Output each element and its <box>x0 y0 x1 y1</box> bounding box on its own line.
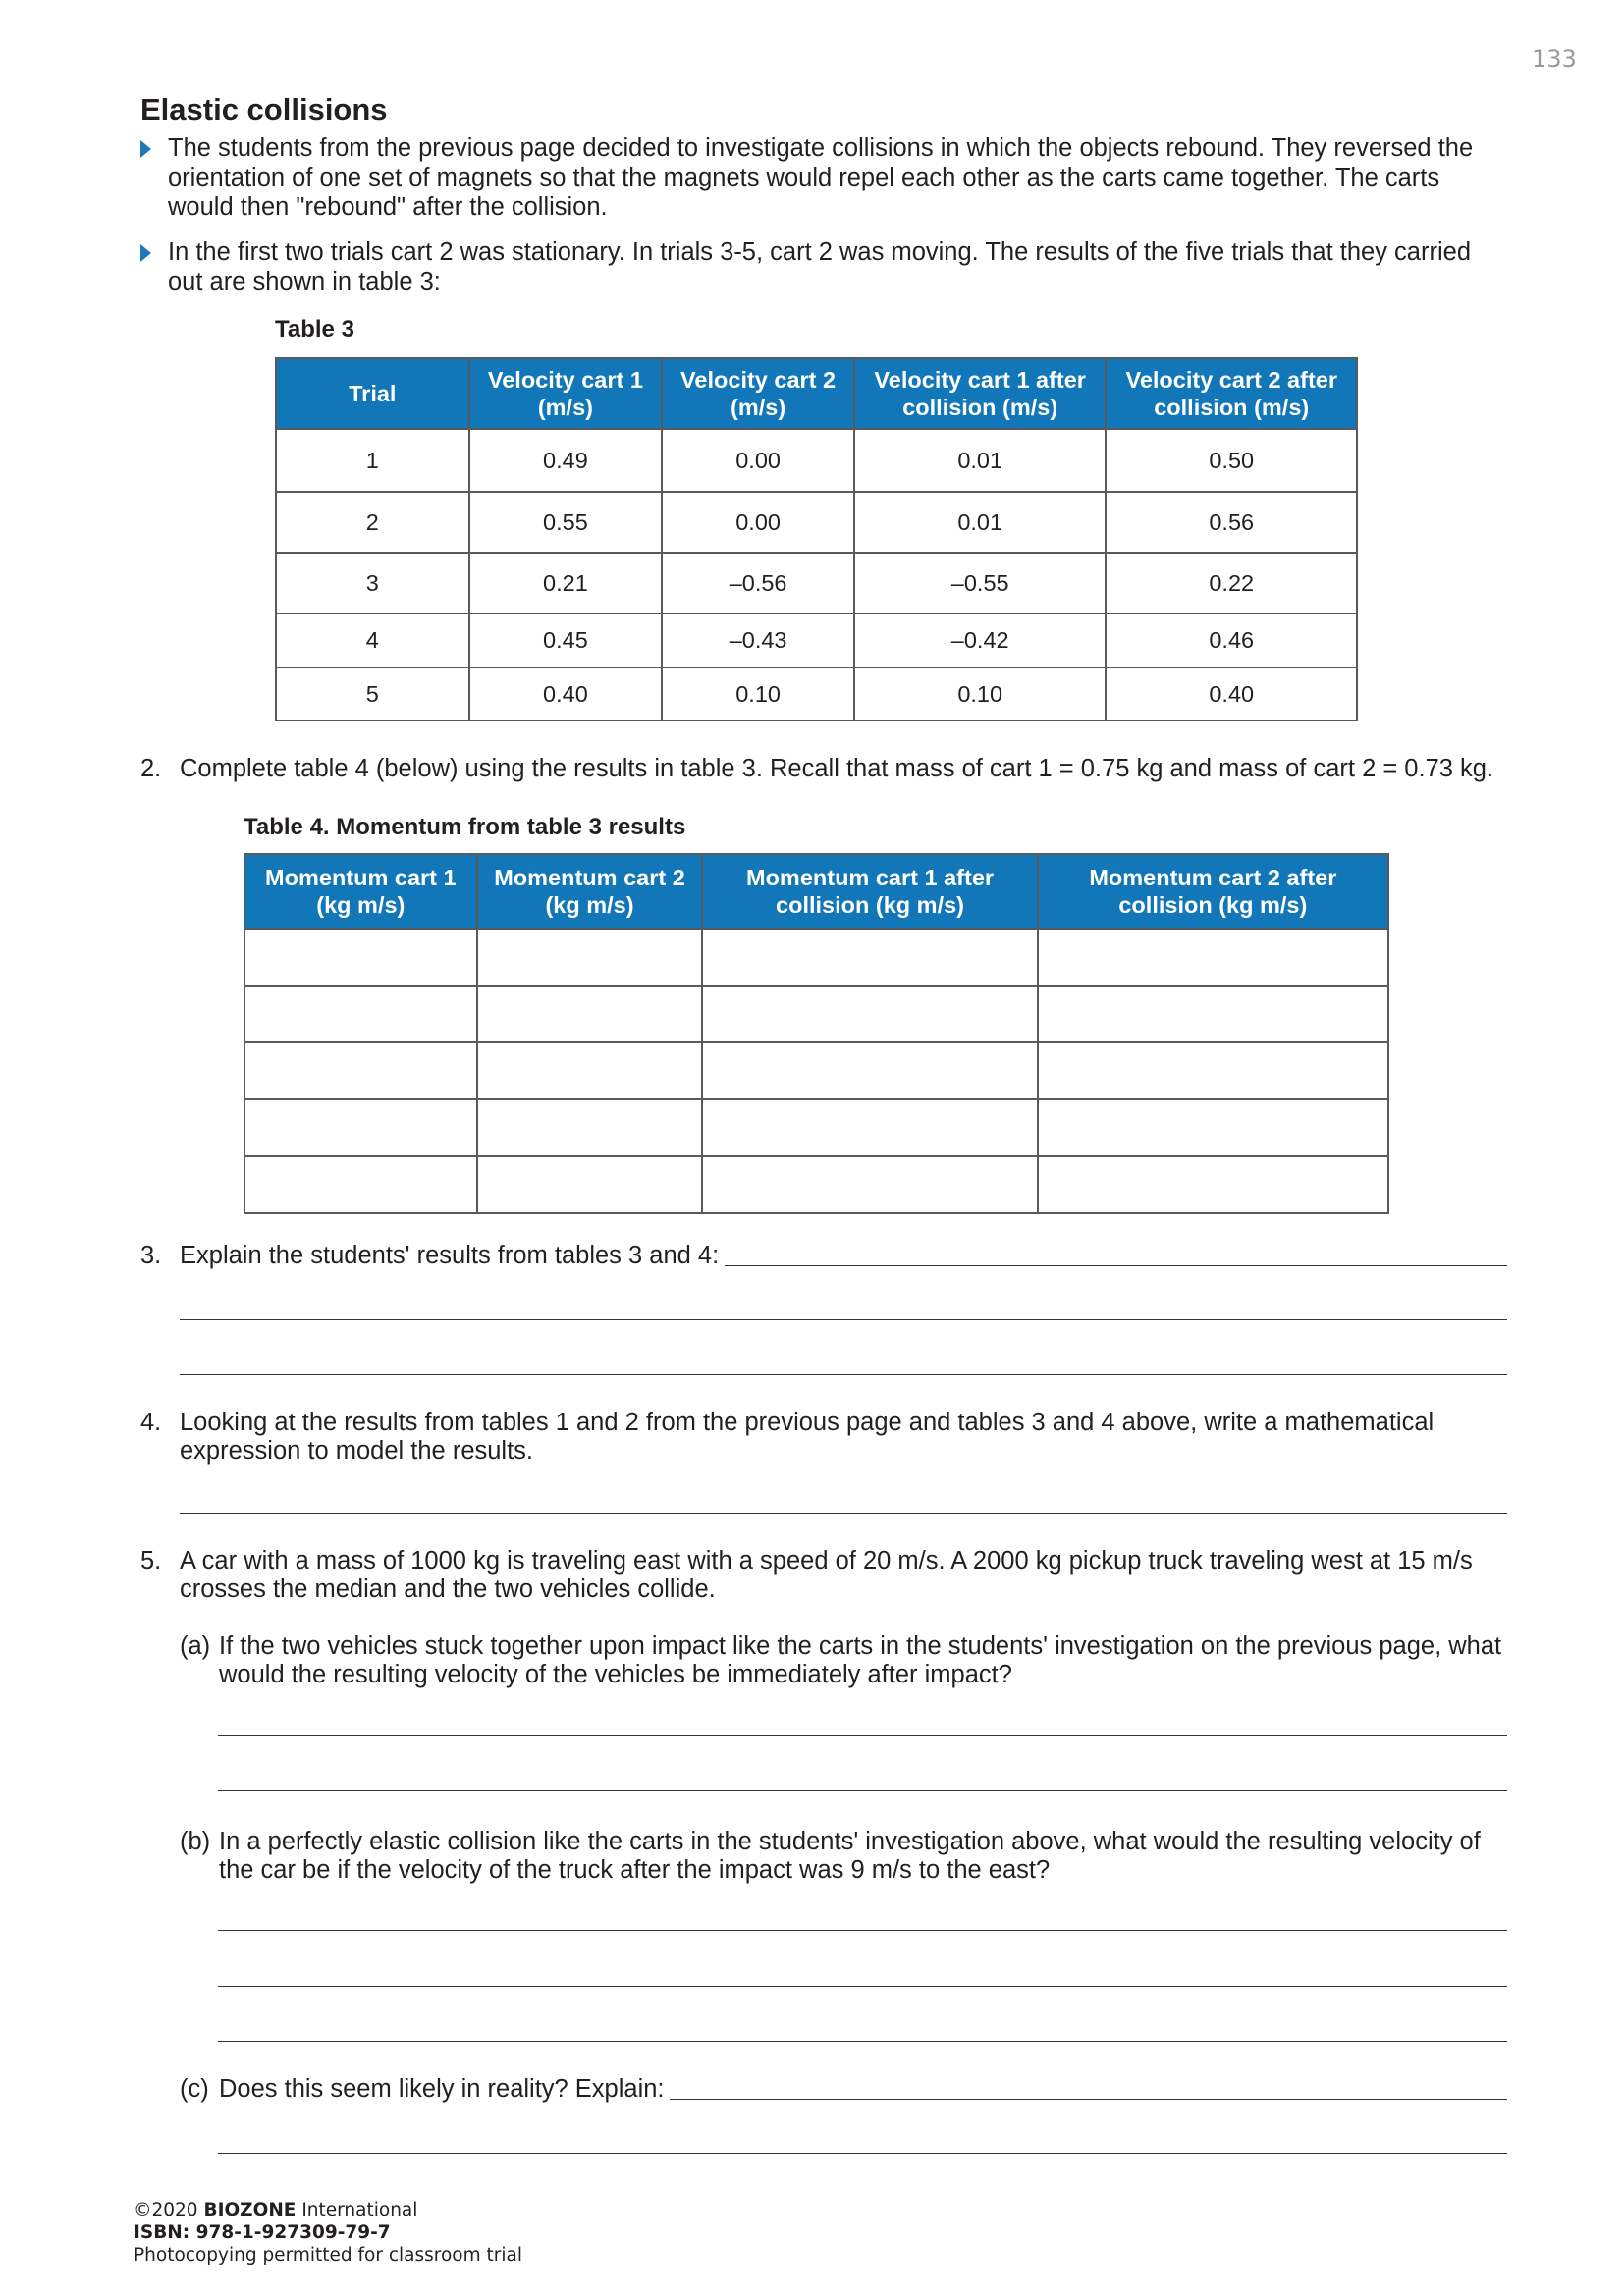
table3-header-cell: Trial <box>276 358 469 429</box>
table-cell: –0.56 <box>662 553 854 614</box>
footer <box>134 2199 522 2267</box>
table-cell: 0.49 <box>469 429 663 492</box>
table-row <box>244 1099 1388 1156</box>
answer-cell[interactable] <box>1038 1099 1388 1156</box>
table4-header-cell: Momentum cart 1 after collision (kg m/s) <box>702 854 1037 929</box>
table-row <box>276 614 1357 667</box>
bullet-text: The students from the previous page decided to investigate collisions in which the objects rebound. They reversed the orientation of one set of magnets so that the magnets would repel each other as the carts came together. The carts would then "rebound" after the collision. <box>168 134 1474 221</box>
answer-cell[interactable] <box>702 1156 1037 1213</box>
answer-line[interactable] <box>180 1319 1507 1320</box>
answer-line[interactable] <box>218 1735 1507 1736</box>
answer-line[interactable] <box>180 1374 1507 1375</box>
table-row <box>276 429 1357 492</box>
answer-line[interactable] <box>218 1986 1507 1987</box>
table-row <box>244 929 1388 986</box>
question-5b <box>180 1828 1515 1885</box>
table-cell: 2 <box>276 492 469 553</box>
table-row <box>276 492 1357 553</box>
answer-line[interactable] <box>218 1930 1507 1931</box>
bullet-text: In the first two trials cart 2 was stationary. In trials 3-5, cart 2 was moving. The results of the five trials that they carried out are shown in table 3: <box>168 239 1471 295</box>
table-cell: 3 <box>276 553 469 614</box>
table-row <box>244 1156 1388 1213</box>
footer-note: Photocopying permitted for classroom trial <box>134 2245 522 2266</box>
table-cell: 0.46 <box>1106 614 1357 667</box>
table-cell: 0.22 <box>1106 553 1357 614</box>
table4-header-cell: Momentum cart 2 (kg m/s) <box>477 854 703 929</box>
table-row <box>276 553 1357 614</box>
footer-isbn: ISBN: 978-1-927309-79-7 <box>134 2222 391 2243</box>
question-5 <box>140 1547 1515 1604</box>
subquestion-label: (b) <box>180 1828 211 1855</box>
answer-cell[interactable] <box>477 1042 703 1099</box>
question-text: Complete table 4 (below) using the results in table 3. Recall that mass of cart 1 = 0.75 kg and mass of cart 2 = 0.73 kg. <box>180 755 1494 782</box>
table3-header-cell: Velocity cart 1 after collision (m/s) <box>854 358 1107 429</box>
table3-caption: Table 3 <box>275 316 354 343</box>
subquestion-text: If the two vehicles stuck together upon impact like the carts in the students' investigation on the previous page, what would the resulting velocity of the vehicles be immediately after impact? <box>219 1632 1502 1688</box>
answer-cell[interactable] <box>477 1099 703 1156</box>
question-text: Explain the students' results from tables 3 and 4: <box>180 1242 720 1269</box>
table3-header-cell: Velocity cart 1 (m/s) <box>469 358 663 429</box>
table-cell: 0.40 <box>1106 667 1357 721</box>
table-cell: 0.50 <box>1106 429 1357 492</box>
question-5a <box>180 1632 1515 1689</box>
table-cell: 5 <box>276 667 469 721</box>
bullet-intro <box>140 133 1505 222</box>
table-cell: 0.01 <box>854 492 1107 553</box>
answer-cell[interactable] <box>1038 1042 1388 1099</box>
answer-cell[interactable] <box>244 1156 477 1213</box>
table4-header-cell: Momentum cart 2 after collision (kg m/s) <box>1038 854 1388 929</box>
answer-cell[interactable] <box>477 986 703 1042</box>
table-row <box>244 986 1388 1042</box>
answer-cell[interactable] <box>1038 929 1388 986</box>
question-number: 2. <box>140 755 162 782</box>
table-cell: 0.45 <box>469 614 663 667</box>
table4-caption: Table 4. Momentum from table 3 results <box>244 814 686 840</box>
answer-cell[interactable] <box>702 986 1037 1042</box>
table-cell: 1 <box>276 429 469 492</box>
table-row <box>244 1042 1388 1099</box>
answer-cell[interactable] <box>477 1156 703 1213</box>
table4-header-row <box>244 854 1388 929</box>
table3 <box>275 357 1358 721</box>
table-cell: 0.40 <box>469 667 663 721</box>
table-cell: –0.43 <box>662 614 854 667</box>
bullet-triangle-icon <box>140 140 151 158</box>
answer-line[interactable] <box>725 1265 1507 1266</box>
footer-copyright <box>134 2199 522 2221</box>
bullet-triangle-icon <box>140 244 151 262</box>
table-row <box>276 667 1357 721</box>
answer-line[interactable] <box>218 2041 1507 2042</box>
answer-cell[interactable] <box>1038 986 1388 1042</box>
copyright-prefix: ©2020 <box>134 2200 204 2220</box>
answer-cell[interactable] <box>244 929 477 986</box>
table-cell: 0.55 <box>469 492 663 553</box>
table3-header-row <box>276 358 1357 429</box>
table-cell: 0.56 <box>1106 492 1357 553</box>
question-number: 5. <box>140 1547 162 1575</box>
question-5c <box>180 2075 690 2104</box>
table-cell: 0.10 <box>662 667 854 721</box>
table4-header-cell: Momentum cart 1 (kg m/s) <box>244 854 477 929</box>
table3-header-cell: Velocity cart 2 after collision (m/s) <box>1106 358 1357 429</box>
bullet-trials <box>140 238 1505 296</box>
answer-line[interactable] <box>180 1513 1507 1514</box>
answer-cell[interactable] <box>244 1099 477 1156</box>
table3-header-cell: Velocity cart 2 (m/s) <box>662 358 854 429</box>
subquestion-text: Does this seem likely in reality? Explain: <box>219 2075 665 2103</box>
subquestion-label: (c) <box>180 2075 209 2103</box>
page-number: 133 <box>1532 45 1577 73</box>
question-number: 3. <box>140 1242 162 1269</box>
copyright-suffix: International <box>296 2200 418 2220</box>
subquestion-label: (a) <box>180 1632 211 1660</box>
answer-cell[interactable] <box>702 1042 1037 1099</box>
table-cell: 4 <box>276 614 469 667</box>
question-2 <box>140 755 1515 783</box>
answer-cell[interactable] <box>244 1042 477 1099</box>
answer-cell[interactable] <box>702 1099 1037 1156</box>
brand-name: BIOZONE <box>203 2200 297 2220</box>
table-cell: 0.21 <box>469 553 663 614</box>
section-heading: Elastic collisions <box>140 92 388 127</box>
subquestion-text: In a perfectly elastic collision like the carts in the students' investigation above, what would the resulting velocity of the car be if the velocity of the truck after the impact was 9 m/s to the east? <box>219 1828 1481 1884</box>
question-text: A car with a mass of 1000 kg is traveling east with a speed of 20 m/s. A 2000 kg pickup truck traveling west at 15 m/s crosses the median and the two vehicles collide. <box>180 1547 1473 1603</box>
answer-line[interactable] <box>670 2099 1507 2100</box>
table4 <box>244 853 1389 1214</box>
answer-cell[interactable] <box>244 986 477 1042</box>
table-cell: –0.42 <box>854 614 1107 667</box>
question-number: 4. <box>140 1409 162 1436</box>
table-cell: 0.00 <box>662 492 854 553</box>
answer-cell[interactable] <box>702 929 1037 986</box>
table-cell: 0.01 <box>854 429 1107 492</box>
answer-line[interactable] <box>218 2153 1507 2154</box>
table-cell: –0.55 <box>854 553 1107 614</box>
table-cell: 0.10 <box>854 667 1107 721</box>
answer-cell[interactable] <box>1038 1156 1388 1213</box>
question-text: Looking at the results from tables 1 and 2 from the previous page and tables 3 and 4 above, write a mathematical expression to model the results. <box>180 1409 1435 1465</box>
answer-cell[interactable] <box>477 929 703 986</box>
question-4 <box>140 1409 1515 1466</box>
table-cell: 0.00 <box>662 429 854 492</box>
answer-line[interactable] <box>218 1790 1507 1791</box>
